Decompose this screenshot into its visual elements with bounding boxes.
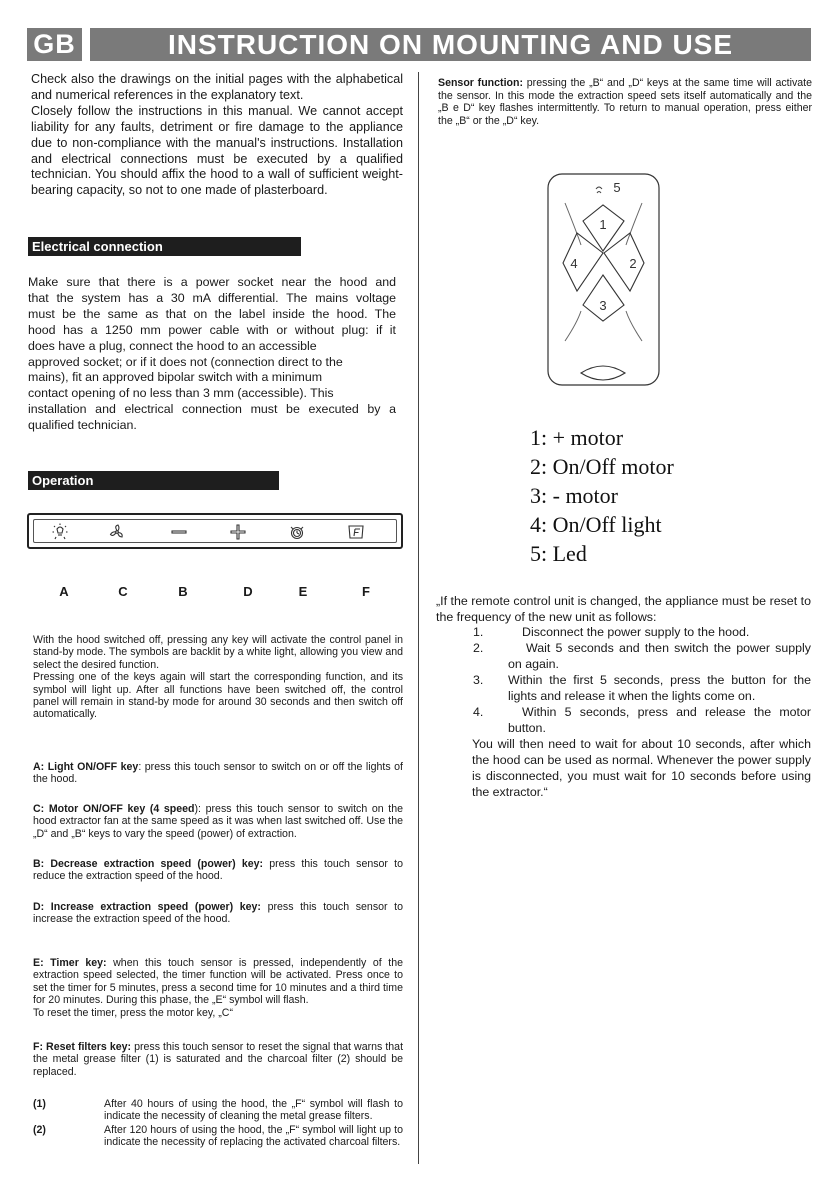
key-d-text: press this touch sensor to increase the extraction speed of the hood. [33,901,403,926]
reset-step-number: 3. [473,673,484,687]
reset-step-text: Wait 5 seconds and then switch the power supply on again. [508,641,811,671]
key-label-c: C [118,584,128,599]
electrical-line: contact opening of no less than 3 mm (accessible). This [28,386,334,401]
filter-icon [347,523,365,541]
electrical-line: qualified technician. [28,418,137,433]
remote-label-3: 3 [599,298,607,313]
legend-item-2: 2: On/Off motor [530,454,674,479]
key-c-title: C: Motor ON/OFF key (4 speed [33,803,195,815]
key-label-b: B [178,584,188,599]
key-a-title: A: Light ON/OFF key [33,761,139,773]
key-c-text: ): press this touch sensor to switch on the hood extractor fan at the same speed as it was when last switched off. Use the „D“ and „B“ keys to vary the speed (power) of extraction. [33,803,403,840]
key-f-title: F: Reset filters key: [33,1041,132,1053]
reset-step-number: 1. [473,625,484,639]
intro-text [31,72,403,199]
sensor-function-text [438,77,812,127]
intro-paragraph-2: Closely follow the instructions in this manual. We cannot accept liability for any faults, detriment or fire damage to the appliance due to non-compliance with the manual's instructions. Installation and electrical connections must be executed by a qualified technician. You should affix the hood to a wall of sufficient weight-bearing capacity, so not to one made of plasterboard. [31,103,403,198]
reset-outro-text: You will then need to wait for about 10 seconds, after which the hood can be used as normal. Whenever the power supply is disconnected, you must wait for 10 seconds before using the extractor.“ [472,737,811,799]
sensor-function-body: pressing the „B“ and „D“ keys at the same time will activate the sensor. In this mode the extraction speed sets itself automatically and the „B e D“ key flashes intermittently. To return to manual operation, press either the „B“ or the „D“ key. [438,77,812,127]
electrical-line: must be the same as that on the label inside the hood. The [28,306,396,321]
column-divider [418,72,419,1164]
key-label-a: A [59,584,69,599]
key-e-description [33,957,403,1019]
electrical-line: approved socket; or if it does not (connection direct to the [28,354,343,369]
key-d-title: D: Increase extraction speed (power) key: [33,901,261,913]
key-b-title: B: Decrease extraction speed (power) key: [33,858,264,870]
footnote-text: After 120 hours of using the hood, the „F“ symbol will light up to indicate the necessity of replacing the activated charcoal filters. [104,1124,403,1149]
reset-step-text: Disconnect the power supply to the hood. [522,625,750,639]
key-d-description [33,901,403,926]
key-label-f: F [362,584,370,599]
electrical-line: Make sure that there is a power socket near the hood and [28,275,396,289]
key-b-text: press this touch sensor to reduce the extraction speed of the hood. [33,858,403,883]
control-panel-diagram [27,513,403,549]
reset-intro-text: „If the remote control unit is changed, the appliance must be reset to the frequency of the new unit as follows: [436,594,811,624]
remote-control-drawing [547,173,660,386]
remote-label-1: 1 [599,217,607,232]
plus-icon [229,523,247,541]
remote-label-4: 4 [570,256,578,271]
legend-item-3: 3: - motor [530,483,618,508]
footnote-text: After 40 hours of using the hood, the „F“ symbol will flash to indicate the necessity of cleaning the metal grease filters. [104,1098,403,1123]
language-badge: GB [27,28,82,61]
electrical-line: hood has a 1250 mm power cable with or without plug: if it [28,322,396,337]
operation-heading: Operation [28,471,279,490]
electrical-line: installation and electrical connection must be executed by a [28,402,396,417]
key-a-description [33,761,403,786]
operation-description [33,634,403,721]
key-e-reset-text: To reset the timer, press the motor key, „C“ [33,1006,233,1019]
reset-step-text: Within the first 5 seconds, press the button for the lights and release it when the lights come on. [508,673,811,703]
remote-label-2: 2 [629,256,637,271]
operation-paragraph-1: With the hood switched off, pressing any key will activate the control panel in stand-by mode. The symbols are backlit by a white light, allowing you view and select the desired function. [33,634,403,671]
intro-paragraph-1: Check also the drawings on the initial pages with the alphabetical and numerical references in the explanatory text. [31,72,403,102]
legend-item-4: 4: On/Off light [530,512,662,537]
electrical-connection-heading: Electrical connection [28,237,301,256]
operation-paragraph-2: Pressing one of the keys again will start the corresponding function, and its symbol will light up. After all functions have been switched off, the control panel will remain in stand-by mode for around 30 seconds and then switch off automatically. [33,671,403,721]
timer-icon [288,523,306,541]
remote-control-diagram [547,173,660,386]
sensor-function-title: Sensor function: [438,77,523,89]
remote-label-5: 5 [613,180,621,195]
key-f-description [33,1041,403,1078]
key-f-text: press this touch sensor to reset the signal that warns that the metal grease filter (1) is saturated and the charcoal filter (2) should be replaced. [33,1041,404,1078]
electrical-line: mains), fit an approved bipolar switch with a minimum [28,370,323,385]
electrical-line: does have a plug, connect the hood to an accessible [28,338,317,353]
key-a-text: : press this touch sensor to switch on or off the lights of the hood. [33,761,403,786]
control-panel-frame [33,519,397,543]
electrical-connection-text [28,275,396,434]
electrical-line: that the system has a 30 mA differential. The mains voltage [28,290,396,305]
footnote-number: (1) [33,1098,46,1110]
key-e-title: E: Timer key: [33,957,107,969]
footnote-number: (2) [33,1124,46,1136]
reset-step-number: 2. [473,641,484,655]
key-e-text: when this touch sensor is pressed, independently of the extraction speed selected, the timer function will be activated. Press once to set the timer for 5 minutes, press a second time for 10 minutes and a third time for 20 minutes. During this phase, the „E“ symbol will flash. [33,957,403,1007]
key-c-description [33,803,403,840]
minus-icon [170,523,188,541]
legend-item-5: 5: Led [530,541,587,566]
reset-step-number: 4. [473,705,484,719]
page-title: INSTRUCTION ON MOUNTING AND USE [90,28,811,61]
reset-step-text: Within 5 seconds, press and release the motor button. [508,705,811,735]
key-label-d: D [243,584,253,599]
legend-item-1: 1: + motor [530,425,624,450]
motor-fan-icon [108,523,126,541]
key-label-e: E [298,584,308,599]
light-icon [51,523,69,541]
key-b-description [33,858,403,883]
